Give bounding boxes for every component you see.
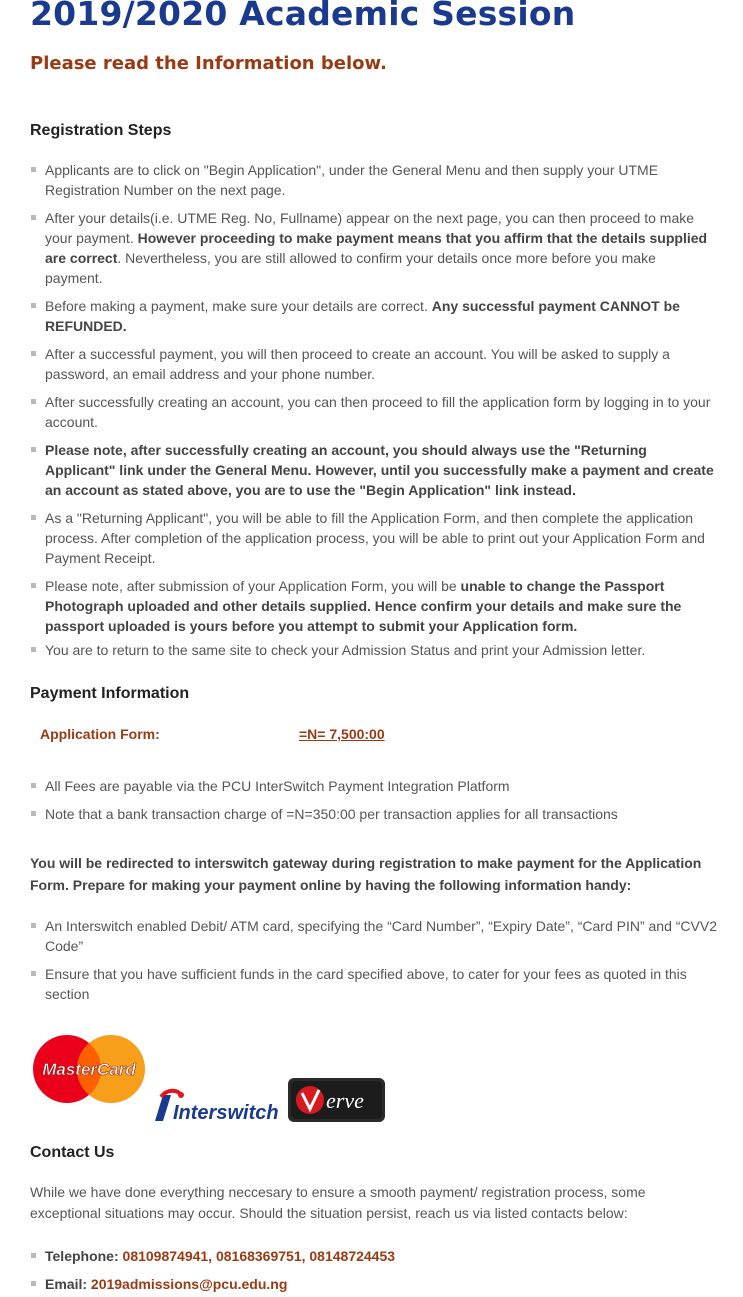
- bullet-icon: [31, 303, 36, 308]
- list-item: After your details(i.e. UTME Reg. No, Fullname) appear on the next page, you can then proceed to make your payment. However proceeding to make payment means that you affirm that the details supplied are correct. Nevertheless, you are still allowed to confirm your details once more before you make payment.: [45, 208, 717, 288]
- bullet-icon: [31, 167, 36, 172]
- bullet-icon: [31, 647, 36, 652]
- payment-information-heading: Payment Information: [30, 685, 190, 702]
- interswitch-logo: [151, 1087, 286, 1127]
- bullet-icon: [31, 351, 36, 356]
- bullet-icon: [31, 783, 36, 788]
- email-label: Email:: [45, 1276, 91, 1292]
- bullet-icon: [31, 399, 36, 404]
- svg-text:Interswitch: Interswitch: [173, 1102, 279, 1124]
- telephone-value[interactable]: 08109874941, 08168369751, 08148724453: [122, 1248, 396, 1264]
- list-item: Please note, after submission of your Application Form, you will be unable to change the Passport Photograph uploaded and other details supplied. Hence confirm your details and make sure the passport uploaded is yours before you attempt to submit your Application form.: [45, 576, 717, 636]
- list-item: All Fees are payable via the PCU InterSwitch Payment Integration Platform: [45, 776, 717, 796]
- bullet-icon: [31, 1253, 36, 1258]
- list-item: Ensure that you have sufficient funds in the card specified above, to cater for your fees as quoted in this section: [45, 964, 717, 1004]
- verve-logo: [288, 1078, 385, 1122]
- application-form-fee-value[interactable]: =N= 7,500:00: [299, 726, 385, 742]
- list-item: Before making a payment, make sure your details are correct. Any successful payment CANNOT be REFUNDED.: [45, 296, 717, 336]
- gateway-redirect-notice: You will be redirected to interswitch gateway during registration to make payment for the Application Form. Prepare for making your payment online by having the following information handy:: [30, 855, 702, 893]
- list-item: You are to return to the same site to check your Admission Status and print your Admission letter.: [45, 640, 717, 660]
- application-form-fee-label: Application Form:: [40, 726, 160, 742]
- list-item: After a successful payment, you will then proceed to create an account. You will be asked to supply a password, an email address and your phone number.: [45, 344, 717, 384]
- registration-steps-heading: Registration Steps: [30, 122, 172, 139]
- email-value[interactable]: 2019admissions@pcu.edu.ng: [90, 1276, 288, 1292]
- bullet-icon: [31, 1281, 36, 1286]
- list-item: Applicants are to click on "Begin Application", under the General Menu and then supply your UTME Registration Number on the next page.: [45, 160, 717, 200]
- list-item: An Interswitch enabled Debit/ ATM card, specifying the “Card Number”, “Expiry Date”, “Card PIN” and “CVV2 Code”: [45, 916, 717, 956]
- list-item: [45, 1274, 717, 1294]
- list-item: After successfully creating an account, you can then proceed to fill the application form by logging in to your account.: [45, 392, 717, 432]
- bullet-icon: [31, 811, 36, 816]
- mastercard-logo: [31, 1034, 147, 1104]
- bullet-icon: [31, 971, 36, 976]
- list-item: [45, 1246, 717, 1266]
- contact-intro-text: While we have done everything neccesary to ensure a smooth payment/ registration process, some exceptional situations may occur. Should the situation persist, reach us via listed contacts below:: [30, 1184, 646, 1221]
- list-item: As a "Returning Applicant", you will be able to fill the Application Form, and then complete the application process. After completion of the application process, you will be able to print out your Application Form and Payment Receipt.: [45, 508, 717, 568]
- bullet-icon: [31, 215, 36, 220]
- contact-us-heading: Contact Us: [30, 1144, 115, 1161]
- list-item: Please note, after successfully creating an account, you should always use the "Returning Applicant" link under the General Menu. However, until you successfully make a payment and create an account as stated above, you are to use the "Begin Application" link instead.: [45, 440, 717, 500]
- bullet-icon: [31, 515, 36, 520]
- bullet-icon: [31, 447, 36, 452]
- page-title: 2019/2020 Academic Session: [30, 0, 576, 33]
- list-item: Note that a bank transaction charge of =N=350:00 per transaction applies for all transactions: [45, 804, 717, 824]
- bullet-icon: [31, 923, 36, 928]
- bullet-icon: [31, 583, 36, 588]
- page-subtitle: Please read the Information below.: [30, 53, 387, 74]
- svg-text:MasterCard: MasterCard: [42, 1060, 136, 1079]
- svg-text:erve: erve: [326, 1088, 364, 1113]
- telephone-label: Telephone:: [45, 1248, 123, 1264]
